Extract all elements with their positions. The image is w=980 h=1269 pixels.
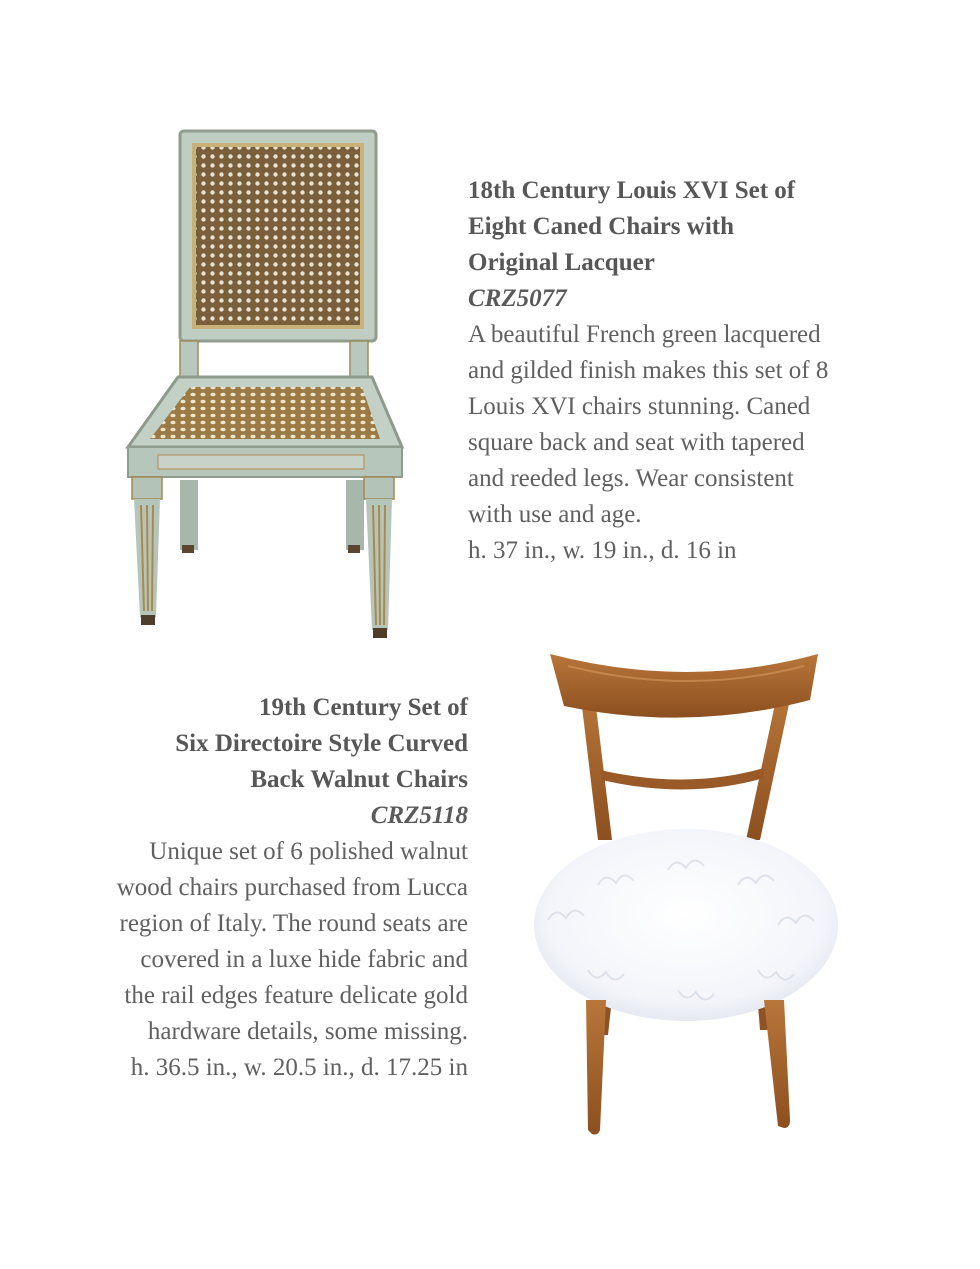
product-2-desc-line-4: covered in a luxe hide fabric and: [140, 946, 468, 973]
product-1-title: [468, 173, 828, 281]
product-2-dimensions: h. 36.5 in., w. 20.5 in., d. 17.25 in: [130, 1054, 468, 1081]
product-2-title-line-1: 19th Century Set of: [258, 694, 468, 721]
product-1-desc-line-1: A beautiful French green lacquered: [468, 321, 821, 348]
product-2-desc-line-6: hardware details, some missing.: [147, 1018, 468, 1045]
product-1-desc-line-6: with use and age.: [468, 501, 642, 528]
product-2-title-line-2: Six Directoire Style Curved: [175, 730, 468, 757]
product-2-desc-line-2: wood chairs purchased from Lucca: [116, 874, 468, 901]
product-2-description: [117, 834, 468, 1050]
product-2-desc-line-3: region of Italy. The round seats are: [119, 910, 468, 937]
product-2-desc-line-1: Unique set of 6 polished walnut: [149, 838, 468, 865]
product-1-desc-line-2: and gilded finish makes this set of 8: [468, 357, 829, 384]
product-1-desc-line-3: Louis XVI chairs stunning. Caned: [468, 393, 811, 420]
product-1-title-line-1: 18th Century Louis XVI Set of: [468, 177, 796, 204]
product-1-details: [468, 173, 828, 569]
product-2-desc-line-5: the rail edges feature delicate gold: [124, 982, 468, 1009]
product-1-title-line-3: Original Lacquer: [468, 249, 655, 276]
product-2-sku: CRZ5118: [370, 802, 468, 829]
product-image-directoire-chair: [528, 650, 850, 1140]
product-1-title-line-2: Eight Caned Chairs with: [468, 213, 735, 240]
product-2-details: [117, 690, 468, 1086]
product-image-louis-xvi-chair: [118, 125, 413, 645]
product-1-desc-line-5: and reeded legs. Wear consistent: [468, 465, 794, 492]
product-1-desc-line-4: square back and seat with tapered: [468, 429, 805, 456]
product-2-title-line-3: Back Walnut Chairs: [250, 766, 468, 793]
product-1-description: [468, 317, 828, 533]
product-1-dimensions: h. 37 in., w. 19 in., d. 16 in: [468, 537, 737, 564]
product-2-title: [117, 690, 468, 798]
product-1-sku: CRZ5077: [468, 285, 567, 312]
